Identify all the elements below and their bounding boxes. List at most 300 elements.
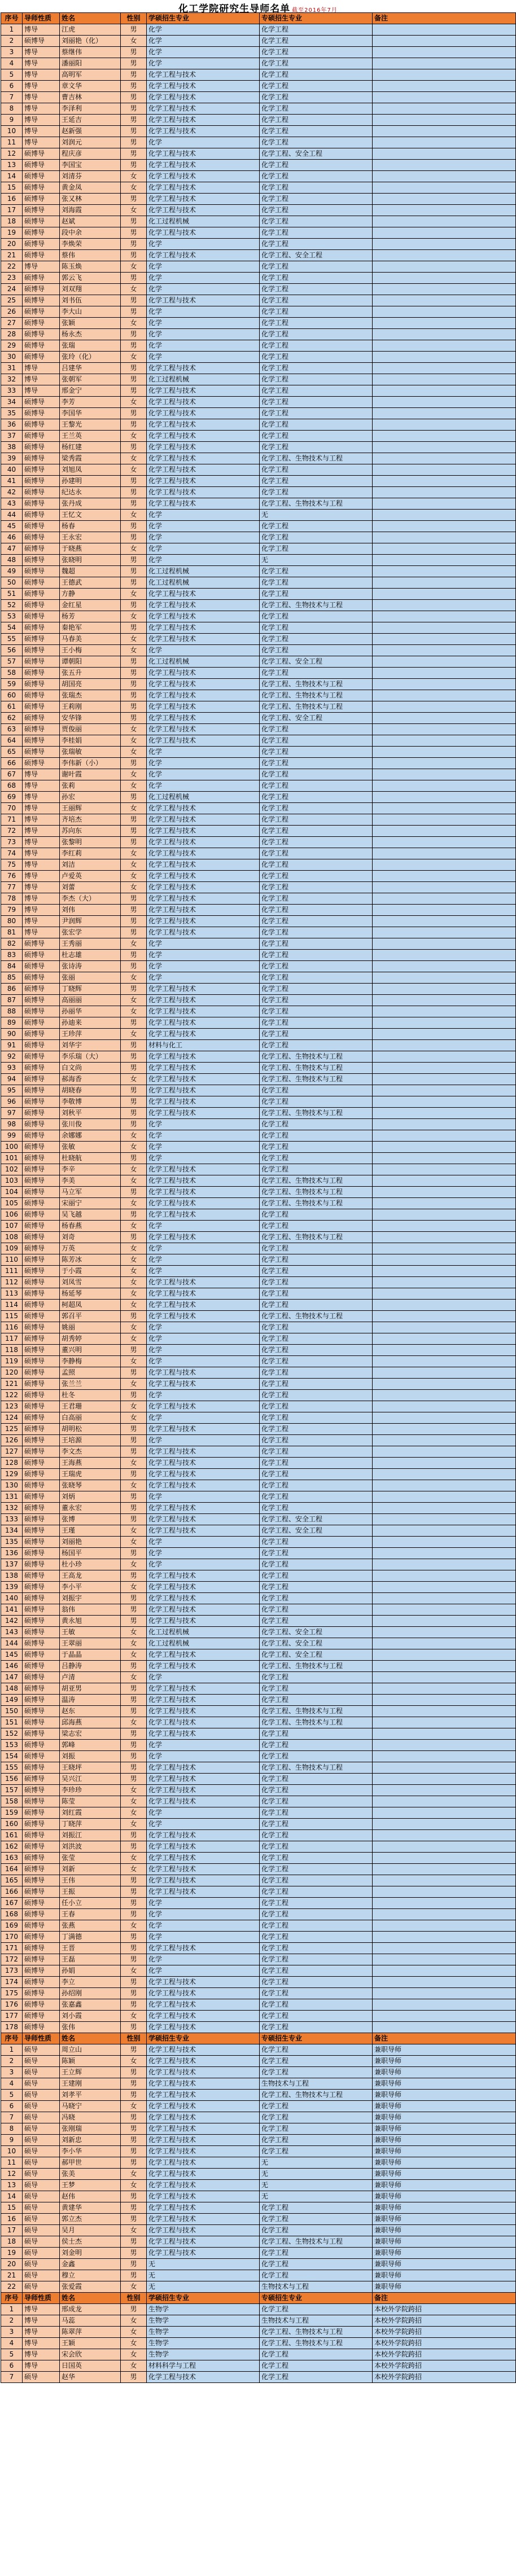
cell-academic-major: 化学 [147,1435,260,1446]
cell-index: 10 [1,2146,23,2157]
cell-academic-major: 化学工程与技术 [147,600,260,611]
cell-gender: 男 [121,115,147,126]
cell-professional-major: 化学工程 [260,1446,373,1458]
cell-mentor-type: 硕博导 [23,1435,60,1446]
cell-remark [373,1649,516,1661]
cell-mentor-type: 硕博导 [23,352,60,363]
cell-remark [373,1525,516,1537]
table-row [1,1740,516,1751]
table-row [1,1616,516,1627]
table-row [1,848,516,859]
cell-remark: 本校外学院跨招 [373,2304,516,2315]
cell-name: 王磊 [60,1954,121,1965]
table-row [1,2202,516,2214]
cell-remark: 兼职导师 [373,2056,516,2067]
cell-professional-major: 化学工程、安全工程 [260,656,373,668]
cell-remark [373,1085,516,1096]
cell-professional-major: 化学工程 [260,645,373,656]
cell-mentor-type: 硕博导 [23,938,60,950]
cell-remark [373,1683,516,1695]
cell-academic-major: 化学工程与技术 [147,295,260,306]
table-row [1,1661,516,1672]
cell-gender: 男 [121,555,147,566]
cell-remark [373,826,516,837]
column-header: 性别 [121,2293,147,2304]
cell-mentor-type: 博导 [23,848,60,859]
cell-name: 马蕊 [60,2315,121,2327]
cell-index: 48 [1,555,23,566]
cell-academic-major: 化学 [147,1898,260,1909]
cell-mentor-type: 硕博导 [23,1875,60,1886]
column-header: 备注 [373,2033,516,2044]
cell-remark: 兼职导师 [373,2112,516,2123]
cell-mentor-type: 硕博导 [23,1525,60,1537]
cell-mentor-type: 硕博导 [23,397,60,408]
cell-academic-major: 化学工程与技术 [147,1525,260,1537]
cell-remark: 兼职导师 [373,2135,516,2146]
table-row [1,961,516,972]
cell-name: 高丽丽 [60,995,121,1006]
cell-name: 李国华 [60,408,121,419]
cell-academic-major: 化学工程与技术 [147,634,260,645]
cell-index: 158 [1,1796,23,1807]
cell-remark [373,1108,516,1119]
cell-name: 谭朝阳 [60,656,121,668]
cell-professional-major: 化学工程 [260,92,373,103]
cell-remark [373,408,516,419]
cell-mentor-type: 硕导 [23,2090,60,2101]
cell-remark: 本校外学院跨招 [373,2315,516,2327]
cell-name: 李焕荣 [60,239,121,250]
cell-professional-major: 化学工程 [260,1029,373,1040]
cell-mentor-type: 硕博导 [23,1886,60,1898]
cell-index: 2 [1,36,23,47]
cell-professional-major: 化学工程 [260,1841,373,1853]
cell-remark [373,1762,516,1774]
cell-name: 王敏 [60,1627,121,1638]
cell-name: 李泽利 [60,103,121,115]
table-row [1,1300,516,1311]
cell-academic-major: 生物学 [147,2315,260,2327]
cell-name: 王梦 [60,2180,121,2191]
cell-mentor-type: 硕博导 [23,543,60,555]
cell-academic-major: 化学 [147,239,260,250]
cell-mentor-type: 硕博导 [23,1017,60,1029]
cell-name: 刘润元 [60,137,121,148]
table-row [1,1288,516,1300]
cell-gender: 男 [121,385,147,397]
table-row [1,735,516,747]
cell-academic-major: 化学工程与技术 [147,2225,260,2236]
cell-index: 40 [1,464,23,476]
cell-remark [373,340,516,352]
cell-index: 59 [1,679,23,690]
cell-remark [373,577,516,589]
table-row [1,250,516,261]
cell-remark [373,1412,516,1424]
cell-name: 杜小珍 [60,1559,121,1570]
cell-index: 142 [1,1616,23,1627]
cell-index: 35 [1,408,23,419]
cell-remark [373,2011,516,2022]
cell-name: 刘洁 [60,859,121,871]
cell-mentor-type: 博导 [23,814,60,826]
cell-index: 134 [1,1525,23,1537]
cell-professional-major: 化学工程 [260,1988,373,1999]
cell-index: 69 [1,792,23,803]
cell-professional-major: 化学工程 [260,577,373,589]
cell-mentor-type: 硕博导 [23,160,60,171]
cell-index: 86 [1,984,23,995]
table-row [1,148,516,160]
table-row [1,2022,516,2033]
cell-index: 51 [1,589,23,600]
cell-mentor-type: 硕博导 [23,1548,60,1559]
cell-name: 杨春燕 [60,1221,121,1232]
cell-index: 50 [1,577,23,589]
cell-professional-major: 化学工程 [260,1209,373,1221]
table-row [1,1412,516,1424]
cell-professional-major: 化学工程 [260,589,373,600]
table-row [1,1345,516,1356]
cell-gender: 男 [121,1661,147,1672]
cell-index: 19 [1,2248,23,2259]
cell-index: 81 [1,927,23,938]
cell-name: 刘洪波 [60,1841,121,1853]
cell-professional-major: 化学工程 [260,1221,373,1232]
table-row [1,329,516,340]
table-row [1,2044,516,2056]
table-row [1,1525,516,1537]
cell-name: 张又林 [60,194,121,205]
table-row [1,611,516,622]
cell-academic-major: 化工过程机械 [147,1627,260,1638]
cell-academic-major: 化学工程与技术 [147,2157,260,2169]
cell-gender: 女 [121,2281,147,2293]
cell-professional-major: 化学工程 [260,1085,373,1096]
cell-academic-major: 化学工程与技术 [147,1604,260,1616]
cell-gender: 女 [121,1333,147,1345]
cell-index: 2 [1,2315,23,2327]
cell-remark [373,859,516,871]
cell-professional-major: 化学工程、生物技术与工程 [260,2338,373,2349]
cell-remark [373,882,516,893]
cell-gender: 男 [121,1469,147,1480]
cell-remark [373,36,516,47]
cell-index: 104 [1,1187,23,1198]
cell-name: 李文杰 [60,1446,121,1458]
cell-mentor-type: 硕博导 [23,984,60,995]
cell-academic-major: 化学工程与技术 [147,69,260,81]
table-row [1,2056,516,2067]
cell-professional-major: 化学工程 [260,160,373,171]
cell-remark: 兼职导师 [373,2123,516,2135]
cell-gender: 女 [121,2101,147,2112]
cell-academic-major: 化学工程与技术 [147,2236,260,2248]
cell-professional-major: 化学工程 [260,1480,373,1491]
cell-professional-major: 化学工程 [260,2044,373,2056]
cell-mentor-type: 硕博导 [23,713,60,724]
table-row [1,1774,516,1785]
cell-gender: 女 [121,972,147,984]
cell-index: 20 [1,2259,23,2270]
cell-index: 52 [1,600,23,611]
cell-index: 91 [1,1040,23,1051]
table-row [1,1379,516,1390]
cell-remark [373,972,516,984]
cell-mentor-type: 硕博导 [23,318,60,329]
cell-mentor-type: 博导 [23,92,60,103]
cell-remark [373,1830,516,1841]
cell-academic-major: 化学 [147,1130,260,1142]
cell-remark [373,803,516,814]
cell-professional-major: 化学工程 [260,1401,373,1412]
cell-professional-major: 化学工程 [260,431,373,442]
cell-name: 李杰（大） [60,893,121,905]
cell-academic-major: 化学工程与技术 [147,893,260,905]
cell-mentor-type: 硕博导 [23,589,60,600]
cell-professional-major: 无 [260,2191,373,2202]
cell-index: 117 [1,1333,23,1345]
cell-remark [373,1333,516,1345]
cell-name: 李静梅 [60,1356,121,1367]
cell-academic-major: 化学工程与技术 [147,1288,260,1300]
table-row [1,780,516,792]
cell-professional-major: 化学工程 [260,1458,373,1469]
cell-professional-major: 化学工程 [260,2372,373,2383]
table-row [1,2270,516,2281]
cell-professional-major: 化学工程、生物技术与工程 [260,701,373,713]
cell-academic-major: 化学工程与技术 [147,668,260,679]
cell-academic-major: 化学 [147,1954,260,1965]
cell-index: 57 [1,656,23,668]
cell-name: 张伟 [60,2022,121,2033]
cell-name: 秦艳军 [60,622,121,634]
cell-mentor-type: 硕导 [23,2225,60,2236]
cell-mentor-type: 硕博导 [23,1029,60,1040]
cell-index: 108 [1,1232,23,1243]
table-row [1,2372,516,2383]
cell-mentor-type: 硕博导 [23,1130,60,1142]
cell-index: 159 [1,1807,23,1819]
cell-professional-major: 化学工程 [260,532,373,543]
cell-gender: 男 [121,374,147,385]
table-row [1,498,516,510]
cell-gender: 男 [121,984,147,995]
cell-name: 董兴明 [60,1345,121,1356]
cell-academic-major: 化学工程与技术 [147,1164,260,1175]
cell-index: 178 [1,2022,23,2033]
cell-name: 刘丽艳 [60,1537,121,1548]
cell-gender: 男 [121,306,147,318]
cell-gender: 男 [121,2044,147,2056]
cell-remark [373,1570,516,1582]
cell-index: 152 [1,1728,23,1740]
table-row [1,1954,516,1965]
cell-remark [373,1006,516,1017]
cell-remark [373,1017,516,1029]
cell-gender: 男 [121,1311,147,1322]
table-row [1,1898,516,1909]
cell-index: 18 [1,2236,23,2248]
cell-gender: 男 [121,1096,147,1108]
cell-professional-major: 化学工程、生物技术与工程 [260,2327,373,2338]
cell-mentor-type: 硕博导 [23,1175,60,1187]
cell-professional-major: 化学工程、生物技术与工程 [260,1661,373,1672]
cell-index: 13 [1,2180,23,2191]
cell-remark [373,668,516,679]
cell-remark [373,871,516,882]
cell-academic-major: 化学 [147,1390,260,1401]
cell-academic-major: 化学工程与技术 [147,2146,260,2157]
cell-name: 张博 [60,1514,121,1525]
cell-name: 王立辉 [60,2067,121,2078]
cell-mentor-type: 硕导 [23,2236,60,2248]
cell-name: 李珍珍 [60,1785,121,1796]
cell-professional-major: 化学工程 [260,2067,373,2078]
cell-mentor-type: 硕博导 [23,668,60,679]
cell-professional-major: 化学工程 [260,1130,373,1142]
cell-mentor-type: 硕博导 [23,1424,60,1435]
table-row [1,521,516,532]
cell-mentor-type: 博导 [23,916,60,927]
cell-remark: 兼职导师 [373,2191,516,2202]
cell-remark [373,69,516,81]
cell-index: 92 [1,1051,23,1063]
cell-professional-major: 化学工程、生物技术与工程 [260,1108,373,1119]
cell-name: 赵伟 [60,2191,121,2202]
cell-professional-major: 化学工程、生物技术与工程 [260,498,373,510]
cell-remark [373,747,516,758]
cell-professional-major: 化学工程 [260,1040,373,1051]
cell-gender: 女 [121,284,147,295]
cell-mentor-type: 硕博导 [23,442,60,453]
cell-index: 75 [1,859,23,871]
cell-academic-major: 化学 [147,1491,260,1503]
cell-name: 李乐瑞（大） [60,1051,121,1063]
cell-professional-major: 化学工程 [260,622,373,634]
cell-remark [373,1209,516,1221]
cell-gender: 女 [121,2338,147,2349]
cell-gender: 女 [121,1198,147,1209]
cell-gender: 男 [121,329,147,340]
cell-mentor-type: 硕博导 [23,1796,60,1807]
cell-academic-major: 化学工程与技术 [147,385,260,397]
cell-remark [373,1886,516,1898]
cell-gender: 男 [121,2078,147,2090]
cell-academic-major: 化学 [147,1965,260,1977]
cell-professional-major: 无 [260,555,373,566]
cell-academic-major: 化学工程与技术 [147,1864,260,1875]
cell-academic-major: 化学 [147,1221,260,1232]
cell-mentor-type: 硕博导 [23,690,60,701]
table-row [1,1469,516,1480]
cell-remark: 兼职导师 [373,2157,516,2169]
cell-remark: 兼职导师 [373,2067,516,2078]
cell-professional-major: 化学工程 [260,814,373,826]
cell-name: 侯士杰 [60,2236,121,2248]
cell-academic-major: 化学工程与技术 [147,250,260,261]
cell-index: 137 [1,1559,23,1570]
cell-remark [373,1424,516,1435]
table-row [1,2180,516,2191]
cell-index: 84 [1,961,23,972]
cell-index: 113 [1,1288,23,1300]
cell-index: 27 [1,318,23,329]
cell-academic-major: 化学工程与技术 [147,1458,260,1469]
cell-remark: 兼职导师 [373,2202,516,2214]
cell-name: 刘华宇 [60,1040,121,1051]
cell-academic-major: 化学 [147,24,260,36]
cell-professional-major: 化学工程 [260,2123,373,2135]
cell-professional-major: 化学工程 [260,916,373,927]
table-row [1,1480,516,1491]
table-row [1,600,516,611]
cell-remark [373,81,516,92]
cell-academic-major: 化学工程与技术 [147,735,260,747]
cell-gender: 男 [121,408,147,419]
cell-gender: 女 [121,510,147,521]
cell-index: 118 [1,1345,23,1356]
cell-index: 87 [1,995,23,1006]
cell-gender: 女 [121,1277,147,1288]
cell-academic-major: 化学工程与技术 [147,1785,260,1796]
cell-name: 王建刚 [60,2078,121,2090]
cell-professional-major: 化学工程 [260,487,373,498]
cell-mentor-type: 博导 [23,826,60,837]
cell-professional-major: 化学工程 [260,724,373,735]
cell-name: 张嘉鑫 [60,1999,121,2011]
cell-mentor-type: 硕博导 [23,1932,60,1943]
cell-mentor-type: 博导 [23,859,60,871]
cell-index: 58 [1,668,23,679]
cell-professional-major: 化学工程 [260,803,373,814]
cell-mentor-type: 硕博导 [23,1300,60,1311]
cell-gender: 男 [121,1514,147,1525]
cell-academic-major: 化学工程与技术 [147,1051,260,1063]
cell-academic-major: 化学工程与技术 [147,1728,260,1740]
cell-gender: 男 [121,1909,147,1920]
table-row [1,1198,516,1209]
table-row [1,577,516,589]
cell-mentor-type: 硕导 [23,2270,60,2281]
cell-professional-major: 化学工程 [260,464,373,476]
table-row [1,2338,516,2349]
cell-remark [373,1559,516,1570]
table-row [1,543,516,555]
cell-name: 吴月 [60,2225,121,2236]
cell-professional-major: 化学工程 [260,2349,373,2360]
cell-academic-major: 化学 [147,555,260,566]
cell-mentor-type: 硕博导 [23,645,60,656]
cell-remark [373,1638,516,1649]
cell-index: 173 [1,1965,23,1977]
cell-academic-major: 化学 [147,1909,260,1920]
cell-remark [373,1198,516,1209]
cell-remark: 兼职导师 [373,2214,516,2225]
cell-professional-major: 化学工程、生物技术与工程 [260,1311,373,1322]
cell-index: 162 [1,1841,23,1853]
cell-remark [373,1740,516,1751]
cell-mentor-type: 博导 [23,803,60,814]
cell-professional-major: 化学工程 [260,1616,373,1627]
cell-academic-major: 化学工程与技术 [147,1943,260,1954]
cell-gender: 女 [121,1649,147,1661]
table-row [1,1807,516,1819]
cell-remark [373,239,516,250]
cell-mentor-type: 硕导 [23,2101,60,2112]
cell-index: 106 [1,1209,23,1221]
